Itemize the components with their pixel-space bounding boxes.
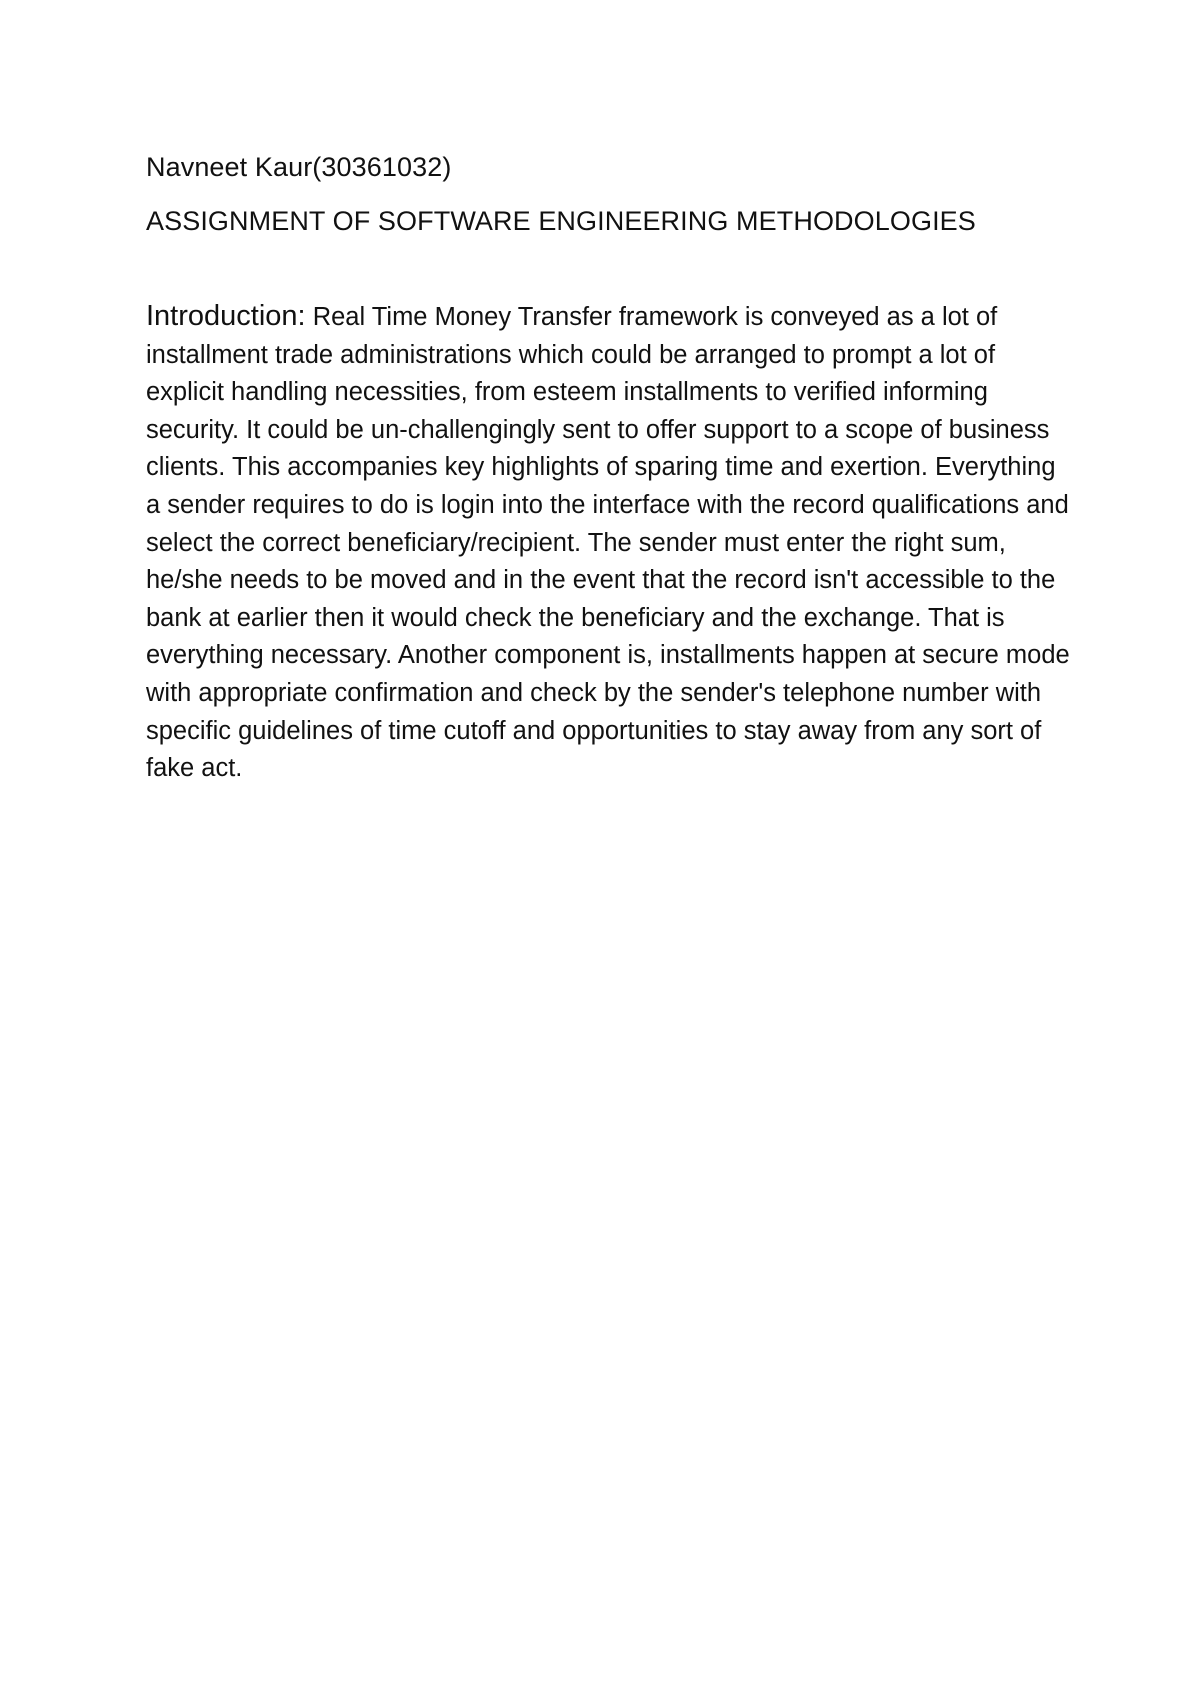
introduction-paragraph	[146, 298, 1076, 788]
introduction-label: Introduction:	[146, 300, 306, 332]
document-title: ASSIGNMENT OF SOFTWARE ENGINEERING METHODOLOGIES	[146, 206, 976, 236]
document-body	[146, 150, 1076, 788]
introduction-text: Real Time Money Transfer framework is conveyed as a lot of installment trade administrations which could be arranged to prompt a lot of explicit handling necessities, from esteem installments to verified informing security. It could be un-challengingly sent to offer support to a scope of business clients. This accompanies key highlights of sparing time and exertion. Everything a sender requires to do is login into the interface with the record qualifications and select the correct beneficiary/recipient. The sender must enter the right sum, he/she needs to be moved and in the event that the record isn't accessible to the bank at earlier then it would check the beneficiary and the exchange. That is everything necessary. Another component is, installments happen at secure mode with appropriate confirmation and check by the sender's telephone number with specific guidelines of time cutoff and opportunities to stay away from any sort of fake act.	[146, 303, 1070, 783]
author-line: Navneet Kaur(30361032)	[146, 152, 452, 182]
